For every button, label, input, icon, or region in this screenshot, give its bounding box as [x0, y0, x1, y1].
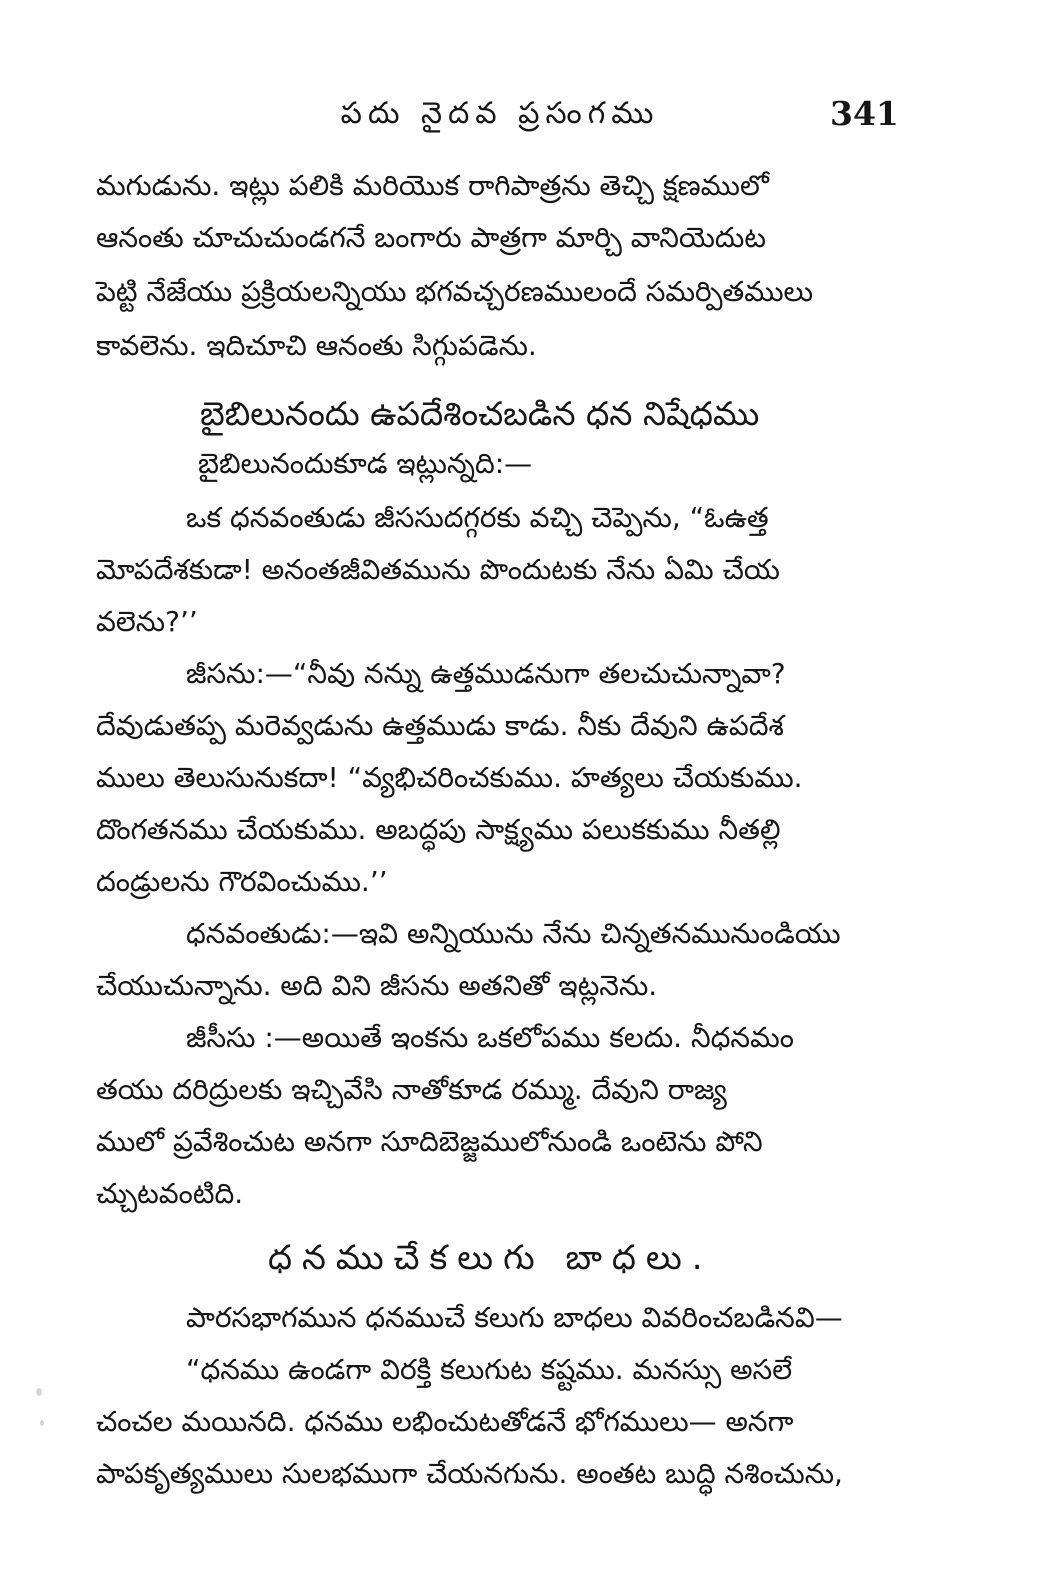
section-heading-bible: బైబిలునందు ఉపదేశించబడిన ధన నిషేధము — [200, 394, 760, 433]
text-line: చ్చుటవంటిది. — [96, 1177, 244, 1210]
page-number: 341 — [830, 94, 899, 133]
text-line: వలెను?’’ — [96, 605, 198, 638]
text-line: చంచల మయినది. ధనము లభించుటతోడనే భోగములు— అనగా — [96, 1405, 794, 1438]
text-line: “ధనము ఉండగా విరక్తి కలుగుట కష్టము. మనస్సు అసలే — [186, 1353, 793, 1386]
text-line: తయు దరిద్రులకు ఇచ్చివేసి నాతోకూడ రమ్ము. దేవుని రాజ్య — [96, 1073, 727, 1106]
text-line: దండ్రులను గౌరవించుము.’’ — [96, 865, 388, 898]
text-line: జీసీసు :—అయితే ఇంకను ఒకలోపము కలదు. నీధనమం — [186, 1021, 794, 1054]
text-line: ఆనంతు చూచుచుండగనే బంగారు పాత్రగా మార్చి వానియెదుట — [96, 221, 766, 254]
text-line: జీసను:—“నీవు నన్ను ఉత్తముడనుగా తలచుచున్నావా? — [186, 657, 786, 690]
text-line: ములు తెలుసునుకదా! “వ్యభిచరించకుము. హత్యలు చేయకుము. — [96, 761, 803, 794]
text-line: ములో ప్రవేశించుట అనగా సూదిబెజ్జములోనుండి ఒంటెను పోని — [96, 1125, 763, 1158]
scan-speck — [36, 1388, 42, 1396]
section-heading-wealth-troubles: ధనముచేకలుగు బాధలు. — [268, 1238, 713, 1278]
text-line: దేవుడుతప్ప మరెవ్వడును ఉత్తముడు కాడు. నీకు దేవుని ఉపదేశ — [96, 709, 784, 742]
scan-speck — [40, 1420, 44, 1426]
text-line: మోపదేశకుడా! అనంతజీవితమును పొందుటకు నేను ఏమి చేయ — [96, 553, 780, 586]
text-line: ధనవంతుడు:—ఇవి అన్నియును నేను చిన్నతనమునుండియు — [186, 917, 841, 950]
text-line: కావలెను. ఇదిచూచి ఆనంతు సిగ్గుపడెను. — [96, 329, 537, 362]
text-line: పారసభాగమున ధనముచే కలుగు బాధలు వివరించబడినవి— — [186, 1301, 843, 1334]
text-line: పెట్టి నేజేయు ప్రక్రియలన్నియు భగవచ్చరణములందే సమర్పితములు — [96, 275, 814, 308]
running-header-title: పదు నైదవ ప్రసంగము — [340, 96, 660, 131]
text-line: మగుడును. ఇట్లు పలికి మరియొక రాగిపాత్రను తెచ్చి క్షణములో — [96, 169, 769, 202]
text-line: చేయుచున్నాను. అది విని జీసను అతనితో ఇట్లనెను. — [96, 969, 658, 1002]
text-line: పాపకృత్యములు సులభముగా చేయనగును. అంతట బుద్ధి నశించును, — [96, 1457, 843, 1490]
text-line: దొంగతనము చేయకుము. అబద్ధపు సాక్ష్యము పలుకకుము నీతల్లి — [96, 813, 781, 846]
text-line: ఒక ధనవంతుడు జీససుదగ్గరకు వచ్చి చెప్పెను, “ఓఉత్త — [186, 501, 769, 534]
text-line: బైబిలునందుకూడ ఇట్లున్నది:— — [198, 447, 533, 480]
